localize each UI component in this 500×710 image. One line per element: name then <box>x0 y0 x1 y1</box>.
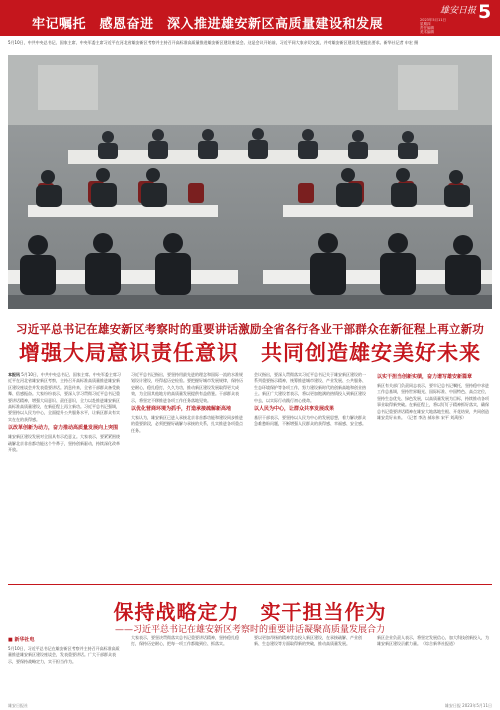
article-paragraph: 5月10日，习近平总书记在雄安新区考察并主持召开高标准高质量推进雄安新区建设座谈会，发表重要讲话。广大干部群众表示，要保持战略定力，实干担当作为。 <box>8 646 120 664</box>
article-column <box>8 372 122 572</box>
article-body <box>8 372 492 572</box>
meeting-photo-illustration <box>8 55 492 309</box>
article-paragraph: 新区企业负责人表示，将坚定发展信心，加大科技创新投入，为雄安新区建设贡献力量。（综合新华社报道） <box>377 635 489 647</box>
article-column <box>254 372 368 572</box>
secondary-headline: 保持战略定力 实干担当作为 <box>113 600 387 624</box>
dateline <box>420 18 480 34</box>
newspaper-logo: 雄安日报 <box>440 6 477 16</box>
footer-right: 雄安日报 2023年5月11日 <box>444 703 492 708</box>
secondary-subtitle: ——习近平总书记在雄安新区考察时的重要讲话凝聚高质量发展合力 <box>114 625 385 635</box>
headline-kicker: 习近平总书记在雄安新区考察时的重要讲话激励全省各行各业干部群众在新征程上再立新功 <box>16 322 484 336</box>
article-column <box>377 635 491 703</box>
article-column <box>254 635 368 703</box>
article-paragraph: 大家认为，雄安新区已进入承接北京非首都功能和建设同步推进的重要阶段，必须把握好疏解与承接的关系，扎实推进各项重点任务。 <box>131 415 243 433</box>
page-number: 5 <box>478 1 492 23</box>
article-paragraph <box>8 372 122 423</box>
article-paragraph: 新区有关部门负责同志表示，要牢记总书记嘱托，坚持稳中求进工作总基调，坚持世界眼光、国际标准、中国特色、高点定位，坚持生态优先、绿色发展，以高质量发展为目标，持续推动各项事业取得新突破。在新征程上，将以钉钉子精神抓好落实，确保总书记重要讲话精神在雄安大地落地生根、开花结果，共同创造雄安美好未来。（记者 李洁 郝东伟 宋平 刘禹彤） <box>377 383 489 421</box>
section-divider <box>8 584 492 585</box>
article-column <box>131 372 245 572</box>
main-headline: 增强大局意识责任意识 共同创造雄安美好未来 <box>19 341 481 365</box>
article-subhead: ■ 新华社电 <box>8 637 35 643</box>
article-body <box>8 635 492 703</box>
article-subhead: 以实干担当创新实绩，奋力谱写雄安新篇章 <box>377 374 473 380</box>
article-column <box>131 635 245 703</box>
article-column <box>377 372 491 572</box>
article-text: 5月10日，中共中央总书记、国家主席、中央军委主席习近平在河北省雄安新区考察，主持召开高标准高质量推进雄安新区建设座谈会并发表重要讲话。消息传来，全省干部群众备受鼓舞、倍感振奋。大家纷纷表示，要深入学习贯彻习近平总书记重要讲话精神，增强大局意识、责任意识，全力以赴推进雄安新区高标准高质量建设，在新征程上再立新功。习近平总书记强调，要坚持以人民为中心，全面提升公共服务水平，让新区群众有实实在在的获得感。 <box>8 372 121 422</box>
article-paragraph: 习近平总书记指出，要坚持用最先进的理念和国际一流的水准规划设计建设，经得起历史检验。要把握好城市发展规律，保持历史耐心，稳扎稳打，久久为功，推动新区建设发展取得更大成效，为全国其他地方的高质量发展提供有益借鉴。干部群众表示，将坚定不移推进各项工作任务落地见效。 <box>131 372 243 403</box>
article-lead: 本报讯 <box>8 372 20 377</box>
dateline-line: 责任编辑 <box>420 26 434 30</box>
article-paragraph: 要以更加昂扬的精神状态投入新区建设，在承接疏解、产业创新、生态建设等方面取得新的突破，推动高质量发展。 <box>254 635 362 647</box>
dateline-line: 美术编辑 <box>420 30 434 34</box>
masthead-banner <box>0 0 500 36</box>
article-column <box>8 635 122 703</box>
article-subhead: 以人民为中心，让群众共享发展成果 <box>254 406 335 413</box>
article-subhead: 以优化营商环境为抓手，打造承接疏解新高地 <box>131 406 232 413</box>
footer-left: 雄安日报社 <box>8 703 28 708</box>
dateline-line: 星期四 <box>420 22 431 26</box>
section-banner-title: 牢记嘱托 感恩奋进 深入推进雄安新区高质量建设和发展 <box>32 17 384 32</box>
article-subhead: 以改革创新为动力，奋力推动高质量发展向上突围 <box>8 425 119 432</box>
article-paragraph: 大家表示，要坚决贯彻落实总书记重要讲话精神，坚持稳扎稳打，保持历史耐心，把每一项工作都做到位、抓落实。 <box>131 635 239 647</box>
dateline-line: 2023年5月11日 <box>420 18 447 22</box>
article-paragraph: 基层干部表示，要坚持以人民为中心的发展思想，着力解决群众急难愁盼问题，不断增强人民群众的获得感、幸福感、安全感。 <box>254 415 366 427</box>
article-paragraph: 会议指出，要深入贯彻落实习近平总书记关于雄安新区建设的一系列重要指示精神，统筹推进城市建设、产业发展、公共服务、生态环境保护等各项工作，努力建设新时代的创新高地和创业热土。新区广大建设者表示，将以更加饱满的热情投入到新区建设中去，以实际行动践行初心使命。 <box>254 372 366 403</box>
article-paragraph: 雄安新区建设发展对全国具有示范意义。大家表示，要紧紧围绕疏解北京非首都功能这个牛鼻子，坚持创新驱动，持续深化改革开放。 <box>8 434 120 453</box>
meeting-photo <box>8 55 492 309</box>
photo-caption: 5月10日，中共中央总书记、国家主席、中央军委主席习近平在河北省雄安新区考察并主持召开高标准高质量推进雄安新区建设座谈会。这是会议开始前，习近平同大家亲切交流，并对雄安新区建设发展提出要求。新华社记者 申宏 摄 <box>8 40 419 45</box>
